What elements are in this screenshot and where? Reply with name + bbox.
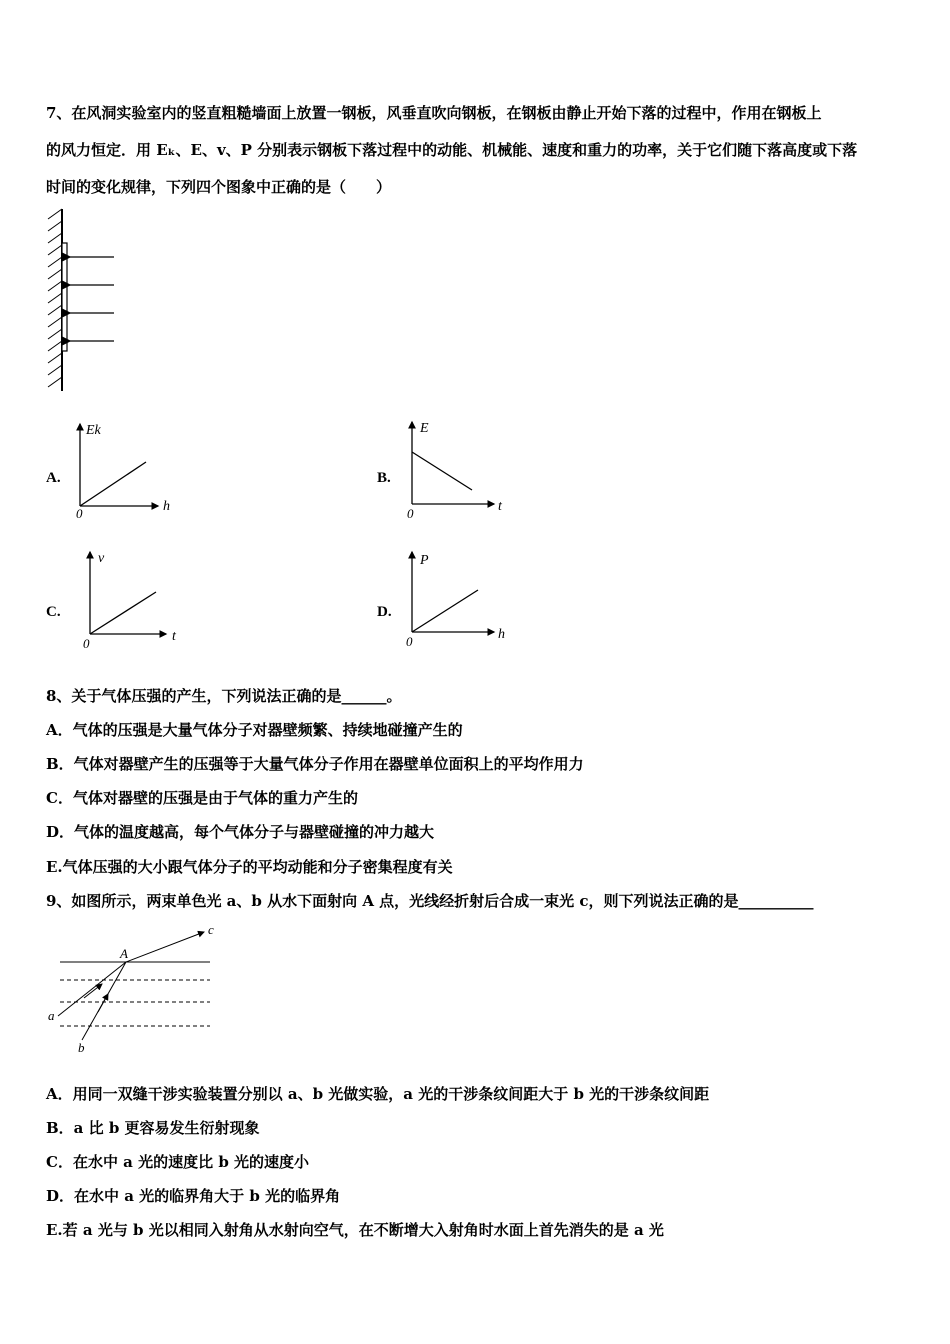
q8-option-e: E.气体压强的大小跟气体分子的平均动能和分子密集程度有关 bbox=[46, 858, 453, 876]
q7-a-origin: 0 bbox=[76, 506, 83, 518]
q7-b-origin: 0 bbox=[407, 506, 414, 518]
q7-c-xaxis: t bbox=[172, 629, 176, 644]
q8-option-a: A．气体的压强是大量气体分子对器壁频繁、持续地碰撞产生的 bbox=[46, 721, 463, 739]
wind-arrows bbox=[70, 257, 114, 341]
q7-graph-c bbox=[80, 548, 200, 652]
wind-tunnel-figure bbox=[40, 205, 130, 395]
q7-stem-line2: 的风力恒定．用 Eₖ、E、v、P 分别表示钢板下落过程中的动能、机械能、速度和重力的功率，关于它们随下落高度或下落 bbox=[46, 141, 858, 159]
q7-c-origin: 0 bbox=[83, 636, 90, 651]
q7-b-yaxis: E bbox=[420, 421, 429, 436]
q9-ray-b: b bbox=[78, 1040, 85, 1055]
q7-graph-b bbox=[402, 418, 522, 518]
q8-option-b: B．气体对器壁产生的压强等于大量气体分子作用在器壁单位面积上的平均作用力 bbox=[46, 755, 584, 773]
q7-option-a-label: A. bbox=[46, 470, 61, 486]
q9-option-d: D．在水中 a 光的临界角大于 b 光的临界角 bbox=[46, 1187, 341, 1205]
q9-option-c: C．在水中 a 光的速度比 b 光的速度小 bbox=[46, 1153, 310, 1171]
q7-d-origin: 0 bbox=[406, 634, 413, 649]
q9-point-a: A bbox=[120, 946, 128, 961]
q7-graph-a bbox=[70, 418, 190, 518]
q9-option-a: A．用同一双缝干涉实验装置分别以 a、b 光做实验，a 光的干涉条纹间距大于 b 光的干涉条纹间距 bbox=[46, 1085, 710, 1103]
q7-graph-d bbox=[402, 548, 522, 652]
q9-option-e: E.若 a 光与 b 光以相同入射角从水射向空气，在不断增大入射角时水面上首先消失的是 a 光 bbox=[46, 1221, 664, 1239]
q7-stem-line1: 7、在风洞实验室内的竖直粗糙墙面上放置一钢板，风垂直吹向钢板，在钢板由静止开始下落的过程中，作用在钢板上 bbox=[46, 104, 822, 122]
q7-option-d-label: D. bbox=[377, 604, 392, 620]
q7-stem-line3: 时间的变化规律，下列四个图象中正确的是（ ） bbox=[46, 178, 392, 196]
q7-d-xaxis: h bbox=[498, 627, 505, 642]
q7-b-xaxis: t bbox=[498, 499, 502, 514]
q9-option-b: B．a 比 b 更容易发生衍射现象 bbox=[46, 1119, 260, 1137]
q8-option-c: C．气体对器壁的压强是由于气体的重力产生的 bbox=[46, 789, 358, 807]
q9-ray-a: a bbox=[48, 1008, 55, 1023]
wall bbox=[48, 209, 62, 391]
q9-ray-c: c bbox=[208, 922, 214, 937]
q9-stem: 9、如图所示，两束单色光 a、b 从水下面射向 A 点，光线经折射后合成一束光 c，则下列说法正确的是__________ bbox=[46, 892, 814, 910]
q8-stem: 8、关于气体压强的产生，下列说法正确的是______。 bbox=[46, 687, 402, 705]
q7-c-yaxis: v bbox=[98, 551, 105, 566]
refraction-figure bbox=[44, 920, 224, 1060]
steel-plate bbox=[62, 243, 67, 351]
q7-a-yaxis: Ek bbox=[86, 423, 101, 438]
q7-option-b-label: B. bbox=[377, 470, 391, 486]
q7-d-yaxis: P bbox=[420, 553, 429, 568]
q7-a-xaxis: h bbox=[163, 499, 170, 514]
q7-option-c-label: C. bbox=[46, 604, 61, 620]
q8-option-d: D．气体的温度越高，每个气体分子与器壁碰撞的冲力越大 bbox=[46, 823, 435, 841]
